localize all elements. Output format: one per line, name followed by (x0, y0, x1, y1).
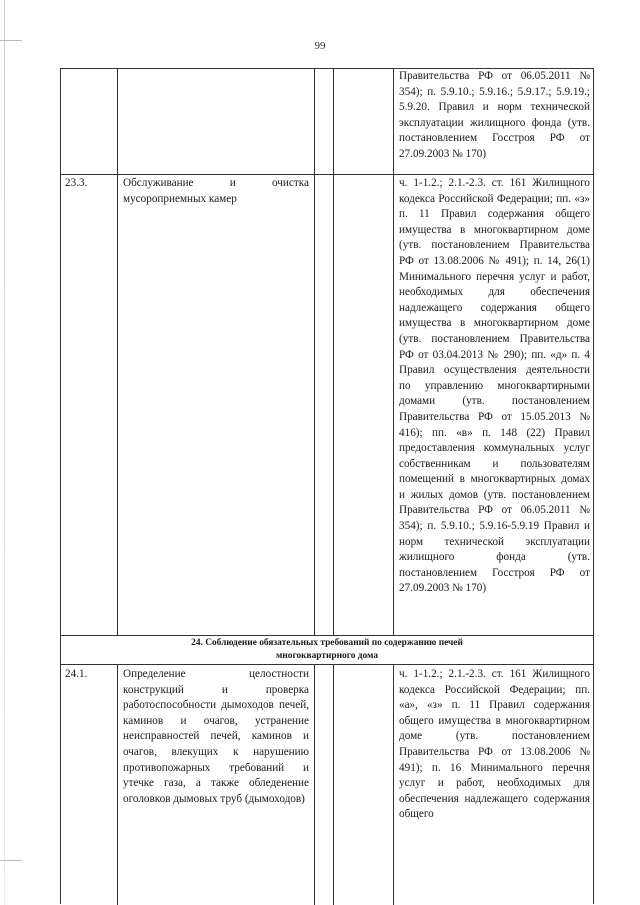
description-cell: Определение целостности конструкций и проверка работоспособности дымоходов печей, каминов и очагов, устранение неисправностей печей, каминов и очагов, влекущих к нарушению противопожарных требований и утечке газа, а также обледенение оголовков дымовых труб (дымоходов) (123, 668, 309, 805)
col-divider (314, 664, 315, 905)
row-divider (61, 635, 593, 636)
col-divider (393, 69, 394, 635)
description-cell: Обслуживание и очистка мусороприемных камер (123, 177, 309, 205)
page-number: 99 (314, 40, 326, 52)
col-divider (333, 69, 334, 635)
requirements-table (60, 68, 594, 904)
col-divider (117, 69, 118, 635)
legal-basis-cell: ч. 1-1.2.; 2.1.-2.3. ст. 161 Жилищного кодекса Российской Федерации; пп. «з» п. 11 Правил содержания общего имущества в многоквартирном доме (утв. постановлением Правительства РФ от 13.08.2006 № 491); п. 14, 26(1) Минимального перечня услуг и работ, необходимых для обеспечения надлежащего содержания общего имущества в многоквартирном доме (утв. постановлением Правительства РФ от 03.04.2013 № 290); пп. «д» п. 4 Правил осуществления деятельности по управлению многоквартирными домами (утв. постановлением Правительства РФ от 15.05.2013 № 416); пп. «в» п. 148 (22) Правил предоставления коммунальных услуг собственникам и пользователям помещений в многоквартирных домах и жилых домов (утв. постановлением Правительства РФ от 06.05.2011 № 354); п. 5.9.10.; 5.9.16-5.9.19 Правил и норм технической эксплуатации жилищного фонда (утв. постановлением Госстроя РФ от 27.09.2003 № 170) (399, 177, 590, 595)
col-divider (393, 664, 394, 905)
col-divider (117, 664, 118, 905)
col-divider (333, 664, 334, 905)
legal-basis-cell: Правительства РФ от 06.05.2011 № 354); п. 5.9.10.; 5.9.16.; 5.9.17.; 5.9.19.; 5.9.20. Правил и норм технической эксплуатации жилищного фонда (утв. постановлением Госстроя РФ от 27.09.2003 № 170) (399, 70, 590, 160)
col-divider (314, 69, 315, 635)
scan-mark (0, 860, 22, 861)
scan-edge (4, 0, 5, 905)
legal-basis-cell: ч. 1-1.2.; 2.1.-2.3. ст. 161 Жилищного кодекса Российской Федерации; пп. «а», «з» п. 11 Правил содержания общего имущества в многоквартирном доме (утв. постановлением Правительства РФ от 13.08.2006 № 491); п. 16 Минимального перечня услуг и работ, необходимых для обеспечения надлежащего содержания общего (399, 668, 590, 821)
section-title-line2: многоквартирного дома (275, 651, 379, 661)
section-title-line1: 24. Соблюдение обязательных требований по содержанию печей (191, 638, 463, 648)
row-divider (61, 664, 593, 665)
row-number: 23.3. (65, 177, 88, 189)
row-number: 24.1. (65, 668, 88, 680)
row-divider (61, 174, 593, 175)
